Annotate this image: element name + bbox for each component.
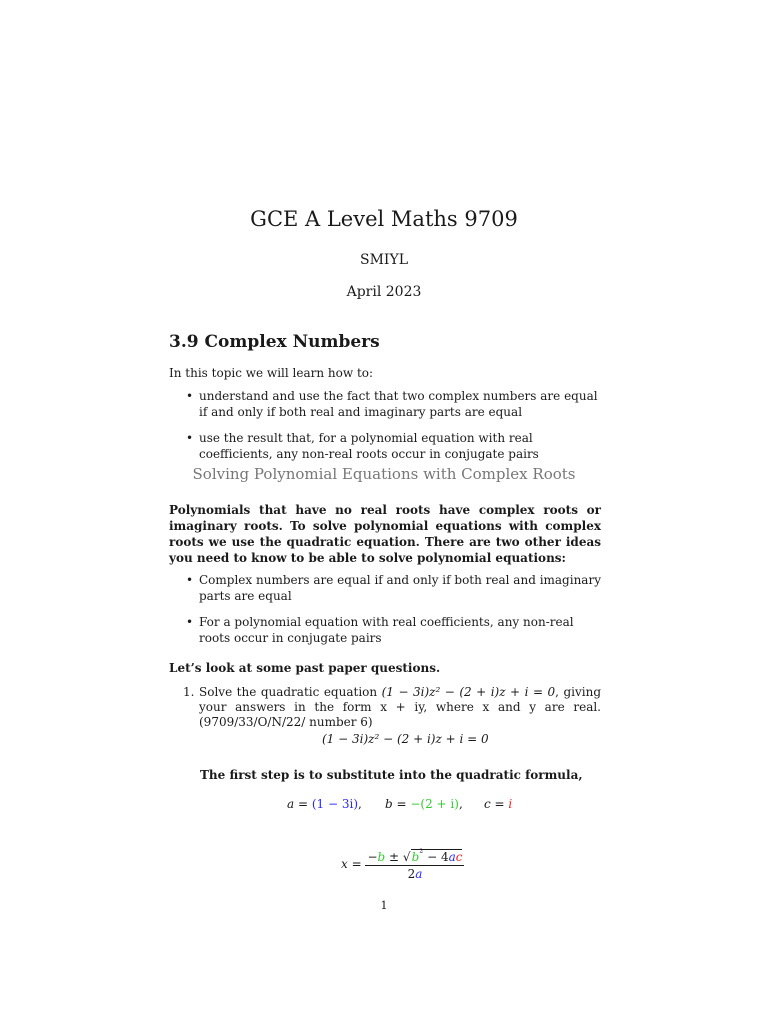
bullet-icon: •: [186, 573, 194, 587]
list-item: • use the result that, for a polynomial equation with real coefficients, any non-real roots occur in conjugate pairs: [186, 431, 539, 461]
display-equation: (1 − 3i)z² − (2 + i)z + i = 0: [322, 732, 489, 746]
document-author: SMIYL: [360, 252, 408, 268]
coefficient-c-value: i: [508, 797, 513, 811]
coefficient-b-value: −(2 + i): [410, 797, 459, 811]
formula-fraction: [365, 848, 464, 881]
question-1: [169, 685, 601, 730]
bullet-icon: •: [186, 615, 194, 629]
coefficient-a: a = (1 − 3i),: [287, 797, 362, 811]
coefficient-a-value: (1 − 3i): [311, 797, 358, 811]
first-step-text: The first step is to substitute into the quadratic formula,: [200, 768, 583, 782]
formula-lhs: x =: [341, 857, 362, 871]
question-text: Solve the quadratic equation (1 − 3i)z² − (2 + i)z + i = 0, giving your answers in the form x + iy, where x and y are real. (9709/33/O/N/22/ number 6): [199, 685, 602, 729]
question-equation: (1 − 3i)z² − (2 + i)z + i = 0: [381, 685, 556, 699]
section-intro: In this topic we will learn how to:: [169, 366, 374, 380]
coefficient-b: b = −(2 + i),: [385, 797, 463, 811]
objectives-list: [169, 388, 601, 462]
document-date: April 2023: [346, 284, 422, 300]
coefficient-c: c = i: [484, 797, 513, 811]
bullet-icon: •: [186, 389, 194, 403]
formula-denominator: 2a: [407, 867, 423, 881]
page-number: 1: [380, 899, 388, 912]
sqrt-radicand: $b^{^2} - 4ac$: [411, 848, 463, 864]
document-title: GCE A Level Maths 9709: [250, 207, 518, 231]
intro-paragraph: Polynomials that have no real roots have complex roots or imaginary roots. To solve polynomial equations with complex roots we use the quadratic equation. There are two other ideas you need to know to be able to solve polynomial equations:: [169, 503, 601, 565]
list-item: • For a polynomial equation with real coefficients, any non-real roots occur in conjugate pairs: [186, 615, 574, 645]
section-heading: 3.9 Complex Numbers: [169, 332, 380, 352]
bullet-icon: •: [186, 431, 194, 445]
subsection-title: Solving Polynomial Equations with Complex Roots: [192, 465, 576, 483]
list-item: • Complex numbers are equal if and only if both real and imaginary parts are equal: [186, 573, 601, 603]
list-item: • understand and use the fact that two complex numbers are equal if and only if both real and imaginary parts are equal: [186, 389, 598, 419]
past-paper-intro: Let’s look at some past paper questions.: [169, 661, 441, 675]
quadratic-formula: [341, 848, 464, 881]
question-number: 1.: [183, 685, 195, 699]
formula-numerator: $-b \pm √b^{^2} - 4ac$: [367, 848, 463, 864]
ideas-list: [169, 572, 601, 646]
